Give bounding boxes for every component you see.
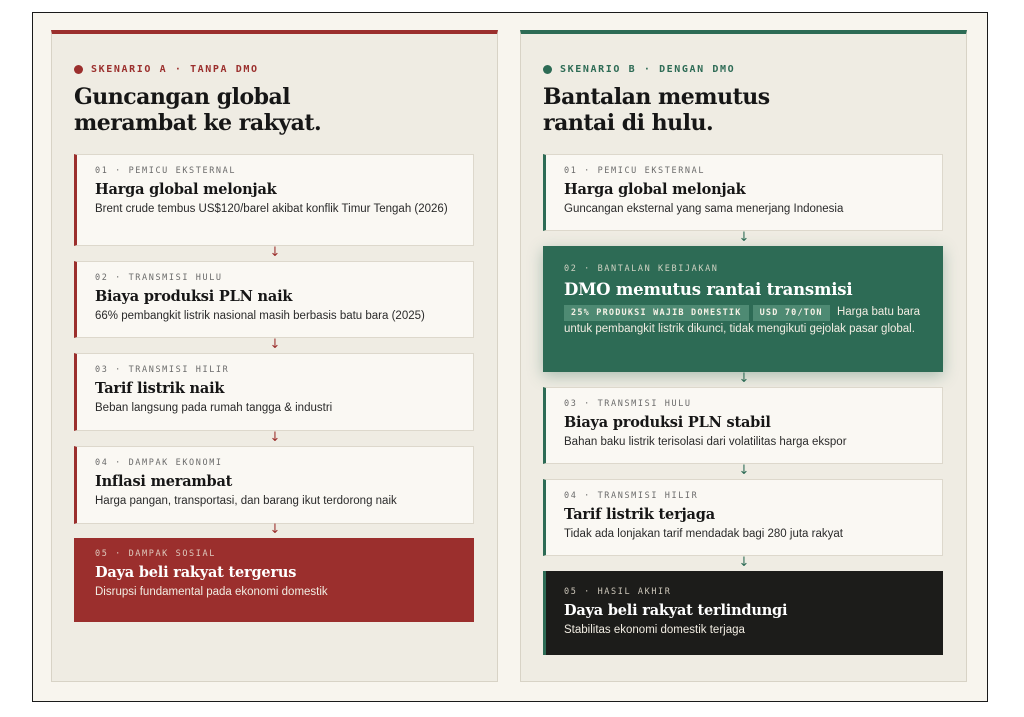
step-card [74,353,474,431]
step-eyebrow: 05 · DAMPAK SOSIAL [95,549,216,559]
dot-icon [543,65,552,74]
step-title: Biaya produksi PLN naik [95,288,293,305]
step-eyebrow: 01 · PEMICU EKSTERNAL [564,166,706,176]
step-title: Tarif listrik naik [95,380,225,397]
headline-line: Guncangan global [74,84,291,110]
scenario-b-label: SKENARIO B · DENGAN DMO [560,64,736,75]
step-eyebrow: 04 · DAMPAK EKONOMI [95,458,223,468]
step-eyebrow: 03 · TRANSMISI HULU [564,399,692,409]
step-title: Inflasi merambat [95,473,233,490]
step-description-block [564,304,927,337]
scenario-b-panel [520,30,967,682]
step-eyebrow: 01 · PEMICU EKSTERNAL [95,166,237,176]
arrow-down-icon: ↓ [738,555,750,570]
step-title: Harga global melonjak [95,181,277,198]
step-description: Harga pangan, transportasi, dan barang ikut terdorong naik [95,495,397,507]
scenario-b-headline [543,84,943,136]
arrow-down-icon: ↓ [738,463,750,478]
step-description: Stabilitas ekonomi domestik terjaga [564,624,745,636]
headline-line: merambat ke rakyat. [74,110,322,136]
arrow-down-icon: ↓ [269,522,281,537]
step-title: DMO memutus rantai transmisi [564,280,853,299]
step-description: Disrupsi fundamental pada ekonomi domestik [95,586,328,598]
step-title: Daya beli rakyat terlindungi [564,602,788,619]
arrow-down-icon: ↓ [738,230,750,245]
scenario-b-label-row [543,64,735,75]
step-description: 66% pembangkit listrik nasional masih berbasis batu bara (2025) [95,310,425,322]
step-eyebrow: 03 · TRANSMISI HILIR [95,365,230,375]
arrow-down-icon: ↓ [269,430,281,445]
step-card [74,154,474,246]
scenario-a-panel [51,30,498,682]
arrow-down-icon: ↓ [738,371,750,386]
headline-line: rantai di hulu. [543,110,714,136]
arrow-down-icon: ↓ [269,337,281,352]
scenario-a-label-row [74,64,259,75]
policy-tag: USD 70/TON [753,305,830,321]
step-card [543,154,943,231]
step-card [74,261,474,338]
scenario-a-headline [74,84,474,136]
step-description: Beban langsung pada rumah tangga & industri [95,402,333,414]
step-description: Tidak ada lonjakan tarif mendadak bagi 280 juta rakyat [564,528,843,540]
step-eyebrow: 02 · BANTALAN KEBIJAKAN [564,264,719,274]
step-eyebrow: 02 · TRANSMISI HULU [95,273,223,283]
step-card [74,446,474,524]
scenario-a-label: SKENARIO A · TANPA DMO [91,64,259,75]
arrow-down-icon: ↓ [269,245,281,260]
step-description: Brent crude tembus US$120/barel akibat konflik Timur Tengah (2026) [95,203,448,215]
step-title: Daya beli rakyat tergerus [95,564,297,581]
step-card-outcome [543,571,943,655]
headline-line: Bantalan memutus [543,84,770,110]
step-card-outcome [74,538,474,622]
policy-tag: 25% PRODUKSI WAJIB DOMESTIK [564,305,749,321]
dot-icon [74,65,83,74]
step-card [543,387,943,464]
step-description: Guncangan eksternal yang sama menerjang Indonesia [564,203,844,215]
step-description: Bahan baku listrik terisolasi dari volatilitas harga ekspor [564,436,847,448]
step-title: Tarif listrik terjaga [564,506,715,523]
step-title: Biaya produksi PLN stabil [564,414,771,431]
step-eyebrow: 05 · HASIL AKHIR [564,587,672,597]
step-card [543,479,943,556]
step-eyebrow: 04 · TRANSMISI HILIR [564,491,699,501]
policy-buffer-card [543,246,943,372]
step-title: Harga global melonjak [564,181,746,198]
step-description: Harga batu bara untuk pembangkit listrik dikunci, tidak mengikuti gejolak pasar global. [564,306,921,335]
